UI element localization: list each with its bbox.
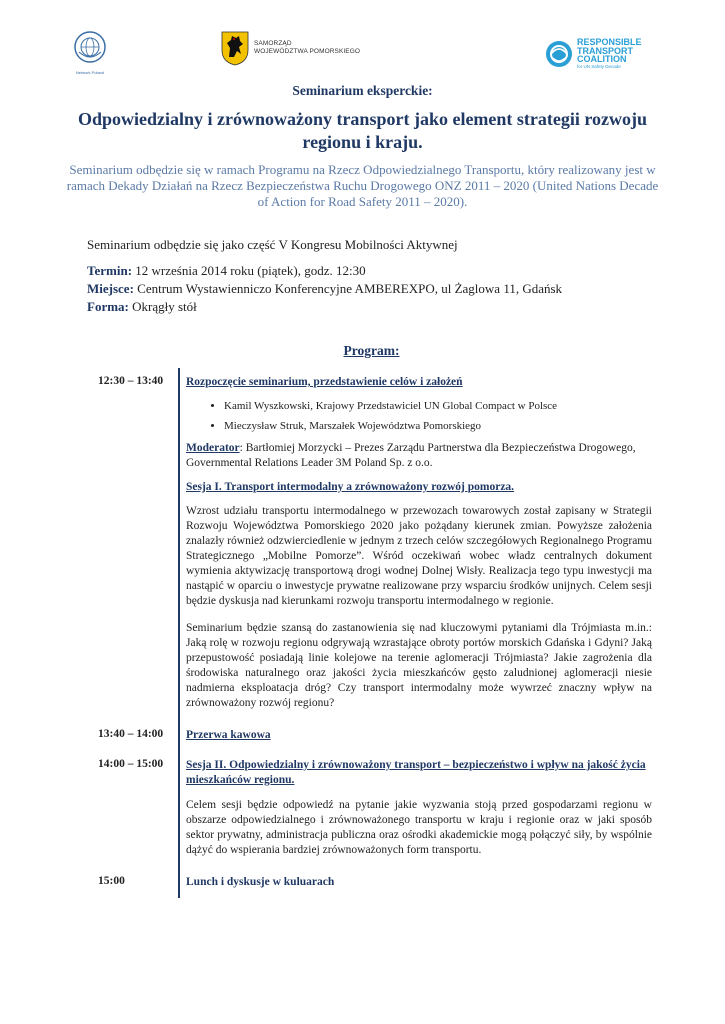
logo-bar xyxy=(0,28,725,78)
rtc-logo xyxy=(545,38,642,70)
session-1-title: Sesja I. Transport intermodalny a zrównoważony rozwój pomorza. xyxy=(186,481,515,493)
program-heading: Program: xyxy=(343,343,400,358)
slot-content xyxy=(186,758,652,858)
slot-time: 14:00 – 15:00 xyxy=(98,758,164,770)
session-1-paragraph-1: Wzrost udziału transportu intermodalnego w przewozach towarowych został zapisany w Strategii Rozwoju Województwa Pomorskiego 2020 jako pożądany kierunek zmian. Powyższe założenia znalazły również odzwierciedlenie w jednym z trzech celów szczegółowych Regionalnego Programu Strategicznego „Mobilne Pomorze”. Wśród oczekiwań wobec władz centralnych dokument wymienia aktywizację transportową drogi wodnej Dolnej Wisły. Realizacja tego typu inwestycji ma nastąpić w oparciu o inwestycje prywatne realizowane przy wsparciu środków unijnych. Celem sesji będzie dyskusja nad kierunkami rozwoju transportu intermodalnego w regionie. xyxy=(186,505,652,607)
slot-title: Przerwa kawowa xyxy=(186,729,271,741)
slot-content xyxy=(186,728,652,743)
session-1-paragraph-2: Seminarium będzie szansą do zastanowienia się nad kluczowymi pytaniami dla Trójmiasta m.in.: Jaką rolę w rozwoju regionu odgrywają wzrastające obroty portów morskich Gdańska i Gdyni? Jaką przepustowość posiadają linie kolejowe na terenie aglomeracji Trójmiasta? Jakie zagrożenia dla środowiska naturalnego oraz jakości życia mieszkańców gęsto zaludnionej aglomeracji niesie nadmierna eksploatacja dróg? Czy transport intermodalny może wywrzeć znaczny wpływ na zrównoważony rozwój regionu? xyxy=(186,622,652,709)
samorzad-line1: SAMORZĄD xyxy=(254,40,292,47)
rtc-line2: TRANSPORT xyxy=(577,45,633,56)
miejsce-value: Centrum Wystawienniczo Konferencyjne AMBEREXPO, ul Żaglowa 11, Gdańsk xyxy=(137,281,563,296)
session-2-paragraph: Celem sesji będzie odpowiedź na pytanie jakie wyzwania stoją przed gospodarzami regionu w obszarze odpowiedzialnego i zrównoważonego transportu w kraju i regionie oraz w jaki sposób sektor prywatny, administracja publiczna oraz ośrodki akademickie mogą połączyć siły, by wspólnie dążyć do wspierania bardziej zrównoważonych form transportu. xyxy=(186,799,652,856)
global-compact-logo xyxy=(68,30,112,75)
program-table xyxy=(80,368,655,898)
forma-value: Okrągły stół xyxy=(132,299,197,314)
forma-label: Forma: xyxy=(87,299,129,314)
congress-note: Seminarium odbędzie się jako część V Kongresu Mobilności Aktywnej xyxy=(87,237,458,252)
slot-title: Rozpoczęcie seminarium, przedstawienie celów i założeń xyxy=(186,376,463,388)
program-divider xyxy=(178,368,180,898)
slot-title: Lunch i dyskusje w kuluarach xyxy=(186,876,335,888)
seminar-title: Odpowiedzialny i zrównoważony transport jako element strategii rozwoju regionu i kraju. xyxy=(77,109,648,152)
termin-label: Termin: xyxy=(87,263,133,278)
slot-time: 12:30 – 13:40 xyxy=(98,375,164,387)
rtc-sub: for UN Safety Decade xyxy=(577,63,621,69)
moderator-line xyxy=(186,441,652,471)
rtc-line3: COALITION xyxy=(577,54,627,65)
samorzad-logo xyxy=(220,30,360,66)
slot-content xyxy=(186,375,652,711)
slot-time: 13:40 – 14:00 xyxy=(98,728,164,740)
seminar-kicker: Seminarium eksperckie: xyxy=(292,83,433,98)
seminar-lead: Seminarium odbędzie się w ramach Programu na Rzecz Odpowiedzialnego Transportu, który realizowany jest w ramach Dekady Działań na Rzecz Bezpieczeństwa Ruchu Drogowego ONZ 2011 – 2020 (United Nations Decade of Action for Road Safety 2011 – 2020). xyxy=(66,162,659,209)
griffin-crest-icon xyxy=(220,30,250,66)
global-compact-caption: Network Poland xyxy=(75,70,105,75)
forma-row xyxy=(87,298,647,316)
slot-time: 15:00 xyxy=(98,875,125,887)
termin-row xyxy=(87,262,647,280)
miejsce-row xyxy=(87,280,647,298)
un-global-compact-emblem-icon xyxy=(73,30,107,64)
termin-value: 12 września 2014 roku (piątek), godz. 12:30 xyxy=(135,263,366,278)
miejsce-label: Miejsce: xyxy=(87,281,134,296)
rtc-globe-icon xyxy=(545,40,573,68)
speaker-item: • Mieczysław Struk, Marszałek Województwa Pomorskiego xyxy=(224,419,652,434)
speaker-item: • Kamil Wyszkowski, Krajowy Przedstawiciel UN Global Compact w Polsce xyxy=(224,399,652,414)
speaker-list xyxy=(186,399,652,434)
moderator-text: : Bartłomiej Morzycki – Prezes Zarządu Partnerstwa dla Bezpieczeństwa Drogowego, Governmental Relations Leader 3M Poland Sp. z o.o. xyxy=(186,442,636,469)
rtc-line1: RESPONSIBLE xyxy=(577,37,642,47)
samorzad-line2: WOJEWÓDZTWA POMORSKIEGO xyxy=(254,48,361,55)
document-header xyxy=(60,83,665,210)
moderator-label: Moderator xyxy=(186,442,240,454)
seminar-details xyxy=(87,237,647,316)
slot-title: Sesja II. Odpowiedzialny i zrównoważony transport – bezpieczeństwo i wpływ na jakość życia mieszkańców regionu. xyxy=(186,759,646,786)
slot-content xyxy=(186,875,652,890)
